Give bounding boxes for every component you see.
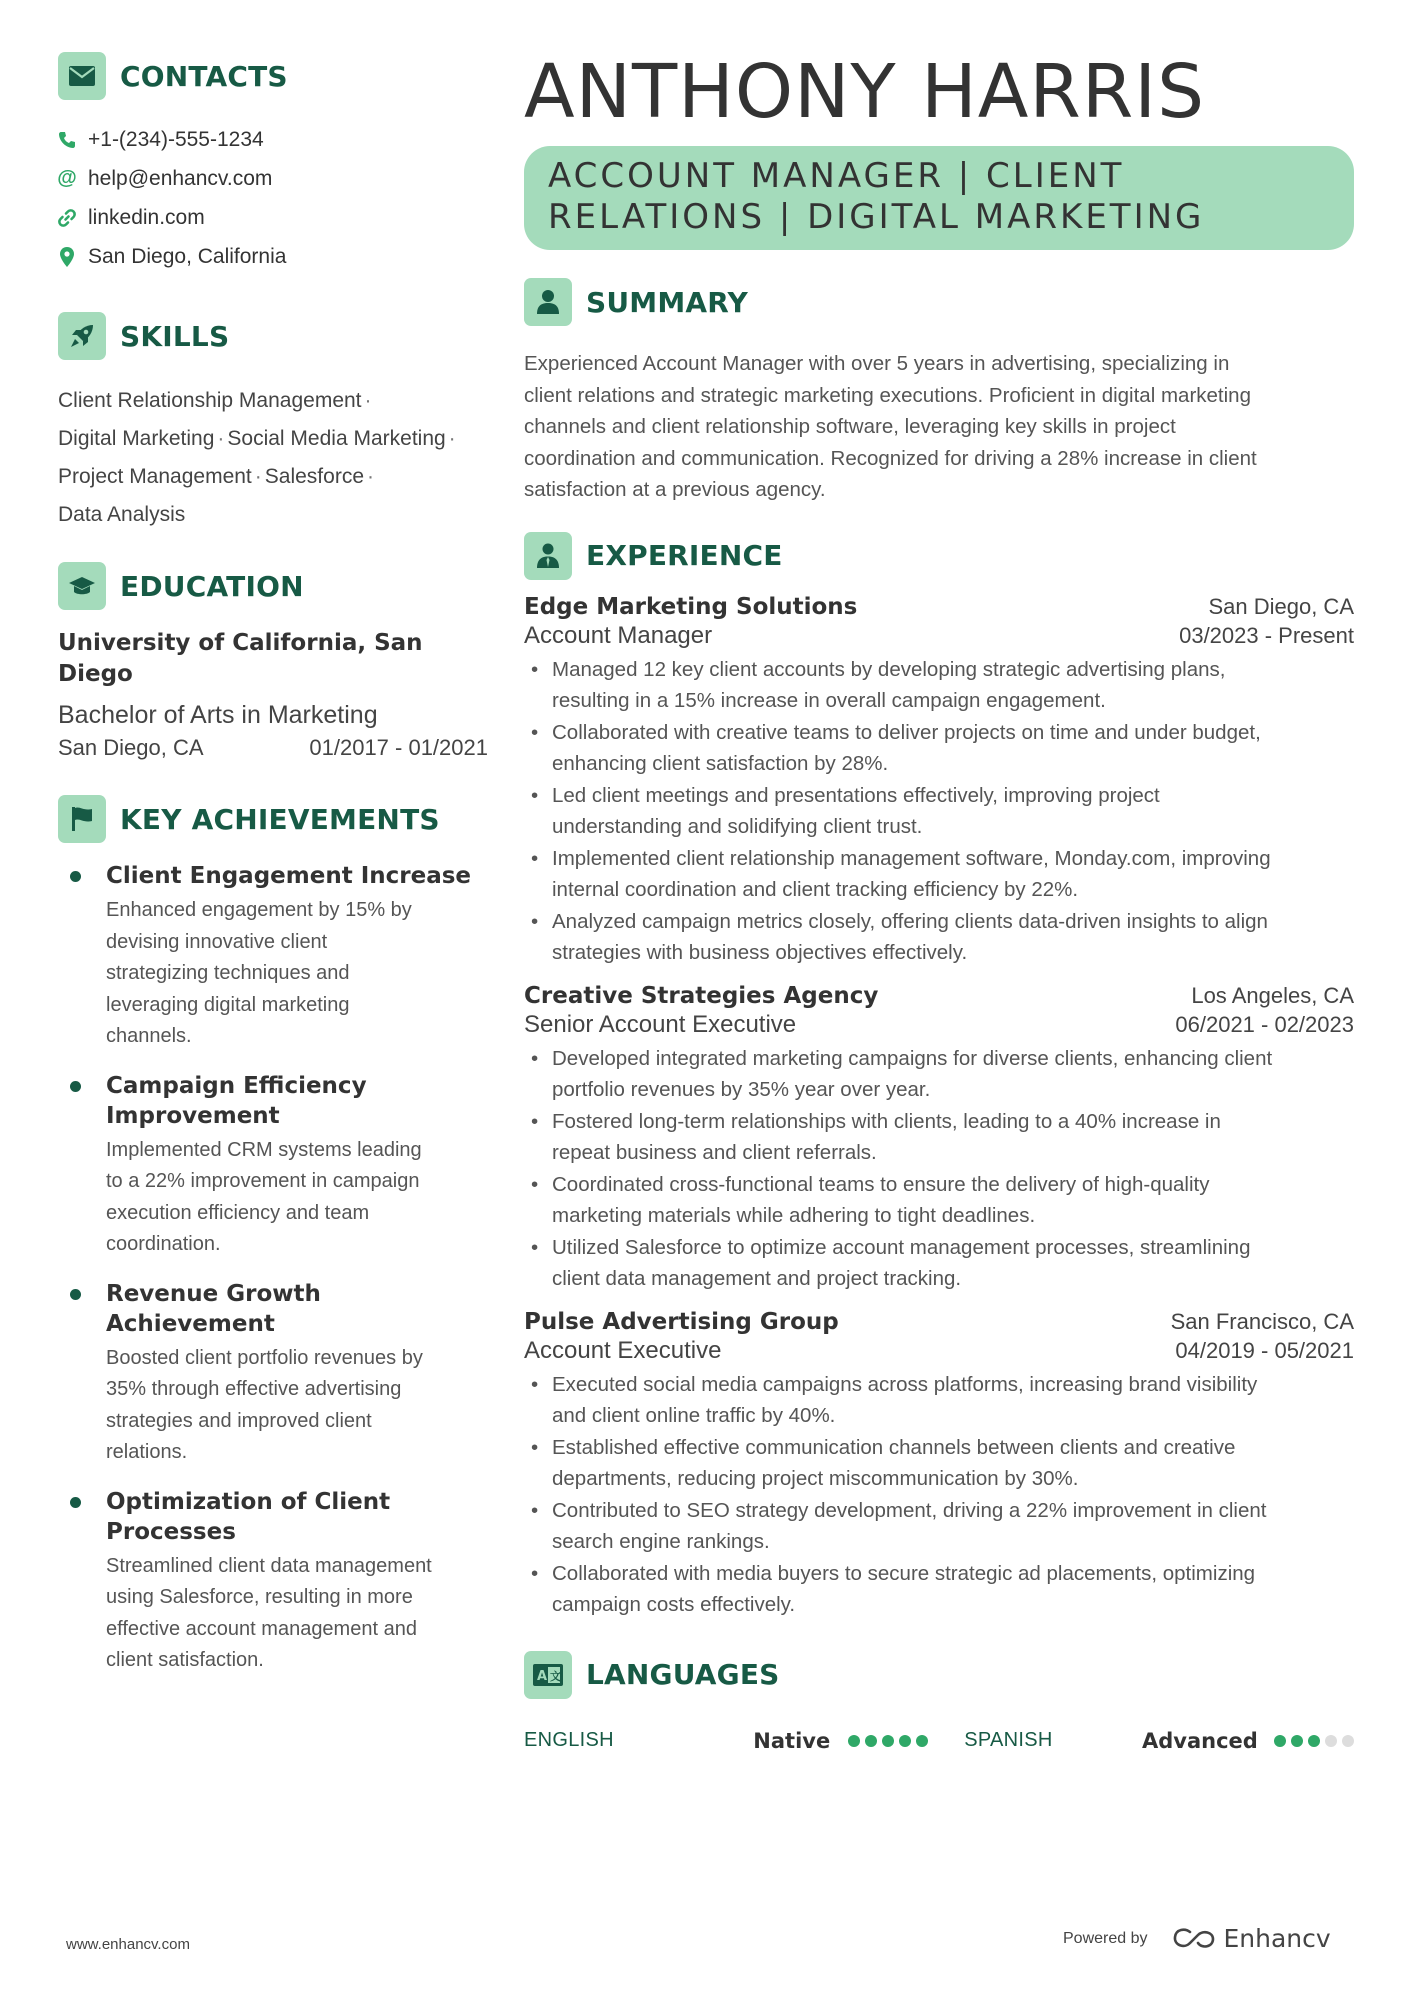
job-bullet-line: • Developed integrated marketing campaigns for diverse clients, enhancing client — [552, 1046, 1273, 1070]
envelope-icon — [58, 52, 106, 100]
skill-item: Client Relationship Management — [58, 389, 362, 412]
skills-section-header — [58, 312, 488, 360]
job-bullet-line: repeat business and client referrals. — [552, 1141, 877, 1164]
rating-dot-filled — [899, 1735, 911, 1747]
achievement-desc-line: execution efficiency and team — [106, 1201, 370, 1224]
briefcase-person-icon — [524, 532, 572, 580]
translate-icon — [524, 1651, 572, 1699]
contacts-section-header — [58, 52, 488, 100]
achievement-desc-line: effective account management and — [106, 1617, 417, 1640]
achievement-title-line: Client Engagement Increase — [106, 863, 472, 889]
footer-website[interactable]: www.enhancv.com — [66, 1936, 190, 1953]
summary-heading: SUMMARY — [586, 285, 749, 319]
experience-heading: EXPERIENCE — [586, 539, 783, 572]
achievement-title-line: Optimization of Client — [106, 1488, 391, 1515]
job-bullet-line: internal coordination and client tracking efficiency by 22%. — [552, 878, 1079, 901]
job-bullet-line: enhancing client satisfaction by 28%. — [552, 752, 889, 775]
at-icon: @ — [57, 167, 77, 189]
achievements-heading: KEY ACHIEVEMENTS — [120, 802, 440, 836]
bullet-icon — [70, 1497, 81, 1508]
achievement-desc-line: to a 22% improvement in campaign — [106, 1170, 420, 1192]
achievement-desc-line: 35% through effective advertising — [106, 1378, 402, 1400]
job-title-line: ACCOUNT MANAGER | CLIENT — [548, 156, 1125, 196]
bullet-icon — [70, 1081, 81, 1092]
brand-name: Enhancv — [1223, 1924, 1331, 1953]
job-role: Account Executive — [524, 1336, 722, 1364]
achievement-desc-line: coordination. — [106, 1233, 221, 1255]
summary-line: coordination and communication. Recognized for driving a 28% increase in client — [524, 446, 1257, 470]
map-pin-icon — [58, 246, 76, 268]
enhancv-logo[interactable] — [1172, 1924, 1331, 1953]
job-dates: 03/2023 - Present — [1179, 622, 1354, 648]
achievement-desc-line: Implemented CRM systems leading — [106, 1138, 422, 1161]
email-link[interactable]: help@enhancv.com — [88, 166, 273, 190]
achievement-title-line: Processes — [106, 1518, 236, 1545]
left-column — [58, 52, 488, 1695]
job-bullet-line: and client online traffic by 40%. — [552, 1404, 836, 1427]
rating-dot-filled — [865, 1735, 877, 1747]
skill-item: Digital Marketing — [58, 427, 215, 450]
achievement-item — [58, 1071, 488, 1261]
graduation-cap-icon — [58, 562, 106, 610]
achievement-title — [106, 1279, 488, 1339]
contact-linkedin — [58, 198, 488, 237]
rating-dot-filled — [916, 1735, 928, 1747]
education-location: San Diego, CA — [58, 735, 204, 760]
job-bullet — [524, 1043, 1354, 1106]
skill-item: Data Analysis — [58, 503, 186, 526]
rating-dot-filled — [1291, 1735, 1303, 1747]
job-dates: 06/2021 - 02/2023 — [1175, 1011, 1354, 1037]
job-bullet-line: portfolio revenues by 35% year over year. — [552, 1078, 931, 1101]
job-role-row — [524, 1337, 1354, 1365]
flag-icon — [58, 795, 106, 843]
job-bullet-line: • Collaborated with media buyers to secure strategic ad placements, optimizing — [552, 1561, 1256, 1585]
summary-line: Experienced Account Manager with over 5 years in advertising, specializing in — [524, 352, 1230, 375]
achievement-desc-line: Streamlined client data management — [106, 1554, 432, 1577]
job-bullet — [524, 654, 1354, 717]
svg-text:文: 文 — [550, 1669, 561, 1683]
job-dates: 04/2019 - 05/2021 — [1175, 1337, 1354, 1363]
achievement-desc-line: using Salesforce, resulting in more — [106, 1586, 413, 1608]
location-text: San Diego, California — [88, 244, 287, 268]
achievement-title-line: Campaign Efficiency — [106, 1072, 367, 1099]
achievements-section-header — [58, 795, 488, 843]
job-bullets — [524, 1369, 1354, 1621]
language-name: SPANISH — [964, 1729, 1053, 1751]
education-meta — [58, 735, 488, 761]
achievement-title-line: Achievement — [106, 1310, 275, 1337]
achievement-description — [106, 1343, 488, 1469]
achievement-desc-line: channels. — [106, 1025, 192, 1047]
job-bullet-line: • Utilized Salesforce to optimize account management processes, streamlining — [552, 1235, 1251, 1259]
language-rating — [1274, 1735, 1354, 1747]
job-bullet — [524, 1369, 1354, 1432]
language-name: ENGLISH — [524, 1729, 614, 1751]
job-bullet — [524, 717, 1354, 780]
summary-section-header — [524, 278, 1354, 326]
job-role: Senior Account Executive — [524, 1010, 797, 1038]
link-icon — [58, 207, 76, 229]
job-bullet — [524, 1495, 1354, 1558]
enhancv-logo-icon — [1172, 1927, 1216, 1951]
job-role: Account Manager — [524, 621, 713, 649]
job-company: Creative Strategies Agency — [524, 982, 879, 1009]
achievement-title — [106, 1071, 488, 1131]
rating-dot-empty — [1325, 1735, 1337, 1747]
phone-text[interactable]: +1-(234)-555-1234 — [88, 127, 264, 151]
job-company: Pulse Advertising Group — [524, 1308, 839, 1335]
job-bullet-line: campaign costs effectively. — [552, 1593, 796, 1616]
job-bullet-line: • Coordinated cross-functional teams to ensure the delivery of high-quality — [552, 1172, 1210, 1196]
job-bullet — [524, 1432, 1354, 1495]
language-level: Advanced — [1142, 1728, 1258, 1753]
job-title-line: RELATIONS | DIGITAL MARKETING — [548, 197, 1205, 237]
bullet-icon — [70, 871, 81, 882]
languages-list — [524, 1729, 1354, 1753]
languages-section-header — [524, 1651, 1354, 1699]
job-bullet — [524, 780, 1354, 843]
achievement-title — [106, 1487, 488, 1547]
achievement-desc-line: relations. — [106, 1441, 188, 1463]
achievement-description — [106, 1551, 488, 1677]
achievement-desc-line: Enhanced engagement by 15% by — [106, 899, 412, 921]
right-column — [524, 49, 1354, 1753]
experience-item — [524, 1309, 1354, 1621]
achievement-desc-line: Boosted client portfolio revenues by — [106, 1346, 423, 1369]
job-bullet — [524, 843, 1354, 906]
rating-dot-filled — [848, 1735, 860, 1747]
footer-branding — [1063, 1924, 1331, 1953]
job-bullet-line: • Established effective communication channels between clients and creative — [552, 1435, 1236, 1459]
job-bullets — [524, 1043, 1354, 1295]
contacts-list — [58, 120, 488, 276]
languages-heading: LANGUAGES — [586, 1658, 780, 1691]
skills-list: Client Relationship Management · Digital Marketing · Social Media Marketing · Project Management · Salesforce · Data Analysis — [58, 389, 456, 526]
job-header-row — [524, 594, 1354, 620]
achievement-desc-line: strategies and improved client — [106, 1409, 372, 1432]
job-role-row — [524, 1011, 1354, 1039]
achievements-list — [58, 861, 488, 1677]
job-bullet-line: marketing materials while adhering to tight deadlines. — [552, 1204, 1036, 1227]
achievement-description — [106, 1135, 488, 1261]
achievement-title — [106, 861, 488, 891]
education-section-header — [58, 562, 488, 610]
language-level: Native — [753, 1728, 831, 1753]
job-bullet-line: • Analyzed campaign metrics closely, offering clients data-driven insights to align — [552, 909, 1268, 933]
summary-line: client relations and strategic marketing executions. Proficient in digital marketing — [524, 383, 1251, 407]
language-rating — [848, 1735, 928, 1747]
svg-text:A: A — [537, 1668, 548, 1684]
education-degree: Bachelor of Arts in Marketing — [58, 701, 378, 729]
achievement-item — [58, 1487, 488, 1677]
experience-list — [524, 594, 1354, 1621]
rocket-icon — [58, 312, 106, 360]
job-location: Los Angeles, CA — [1191, 982, 1354, 1008]
job-title-banner — [524, 146, 1354, 250]
job-bullet-line: client data management and project tracking. — [552, 1267, 962, 1290]
skill-item: Social Media Marketing — [227, 427, 446, 450]
achievement-desc-line: client satisfaction. — [106, 1649, 264, 1671]
job-bullet-line: • Collaborated with creative teams to deliver projects on time and under budget, — [552, 720, 1261, 744]
school-line: University of California, San — [58, 630, 423, 656]
achievement-item — [58, 861, 488, 1053]
job-company: Edge Marketing Solutions — [524, 593, 858, 620]
job-bullet — [524, 1232, 1354, 1295]
skills-heading: SKILLS — [120, 319, 230, 353]
job-location: San Diego, CA — [1208, 593, 1354, 619]
powered-by-label: Powered by — [1063, 1929, 1148, 1947]
rating-dot-filled — [882, 1735, 894, 1747]
job-bullet — [524, 1169, 1354, 1232]
job-bullet-line: strategies with business objectives effectively. — [552, 941, 968, 964]
skill-item: Salesforce — [264, 465, 364, 488]
job-bullet — [524, 1106, 1354, 1169]
summary-text — [524, 348, 1354, 506]
rating-dot-filled — [1274, 1735, 1286, 1747]
job-bullet-line: • Implemented client relationship management software, Monday.com, improving — [552, 846, 1271, 870]
achievement-desc-line: strategizing techniques and — [106, 962, 350, 984]
job-header-row — [524, 1309, 1354, 1335]
education-dates: 01/2017 - 01/2021 — [309, 735, 488, 760]
experience-item — [524, 983, 1354, 1295]
job-bullet — [524, 1558, 1354, 1621]
experience-item — [524, 594, 1354, 969]
achievement-desc-line: leveraging digital marketing — [106, 993, 350, 1016]
job-bullets — [524, 654, 1354, 969]
job-bullet-line: • Led client meetings and presentations effectively, improving project — [552, 783, 1160, 807]
job-role-row — [524, 622, 1354, 650]
phone-icon — [58, 129, 76, 151]
job-bullet-line: resulting in a 15% increase in overall campaign engagement. — [552, 689, 1106, 712]
job-header-row — [524, 983, 1354, 1009]
job-bullet-line: • Executed social media campaigns across platforms, increasing brand visibility — [552, 1372, 1258, 1396]
bullet-icon — [70, 1289, 81, 1300]
job-bullet-line: departments, reducing project miscommunication by 30%. — [552, 1467, 1079, 1490]
contact-phone — [58, 120, 488, 159]
rating-dot-filled — [1308, 1735, 1320, 1747]
summary-line: channels and client relationship software, leveraging key skills in project — [524, 415, 1176, 438]
achievement-title-line: Revenue Growth — [106, 1280, 321, 1307]
person-icon — [524, 278, 572, 326]
job-bullet-line: • Fostered long-term relationships with clients, leading to a 40% increase in — [552, 1109, 1221, 1133]
linkedin-link[interactable]: linkedin.com — [88, 205, 205, 229]
contact-location — [58, 237, 488, 276]
job-bullet-line: search engine rankings. — [552, 1530, 770, 1553]
achievement-desc-line: devising innovative client — [106, 930, 328, 953]
education-heading: EDUCATION — [120, 569, 304, 603]
school-line: Diego — [58, 661, 133, 687]
rating-dot-empty — [1342, 1735, 1354, 1747]
skill-item: Project Management — [58, 465, 252, 488]
achievement-title-line: Improvement — [106, 1102, 280, 1129]
experience-section-header — [524, 532, 1354, 580]
job-bullet-line: • Managed 12 key client accounts by developing strategic advertising plans, — [552, 657, 1226, 681]
achievement-item — [58, 1279, 488, 1469]
summary-line: satisfaction at a previous agency. — [524, 478, 826, 501]
candidate-name: ANTHONY HARRIS — [524, 49, 1206, 135]
job-bullet-line: understanding and solidifying client trust. — [552, 815, 923, 838]
contacts-heading: CONTACTS — [120, 59, 288, 93]
education-school — [58, 628, 488, 690]
job-bullet — [524, 906, 1354, 969]
contact-email — [58, 159, 488, 198]
achievement-description — [106, 895, 488, 1053]
job-bullet-line: • Contributed to SEO strategy development, driving a 22% improvement in client — [552, 1498, 1267, 1522]
job-location: San Francisco, CA — [1170, 1308, 1354, 1334]
